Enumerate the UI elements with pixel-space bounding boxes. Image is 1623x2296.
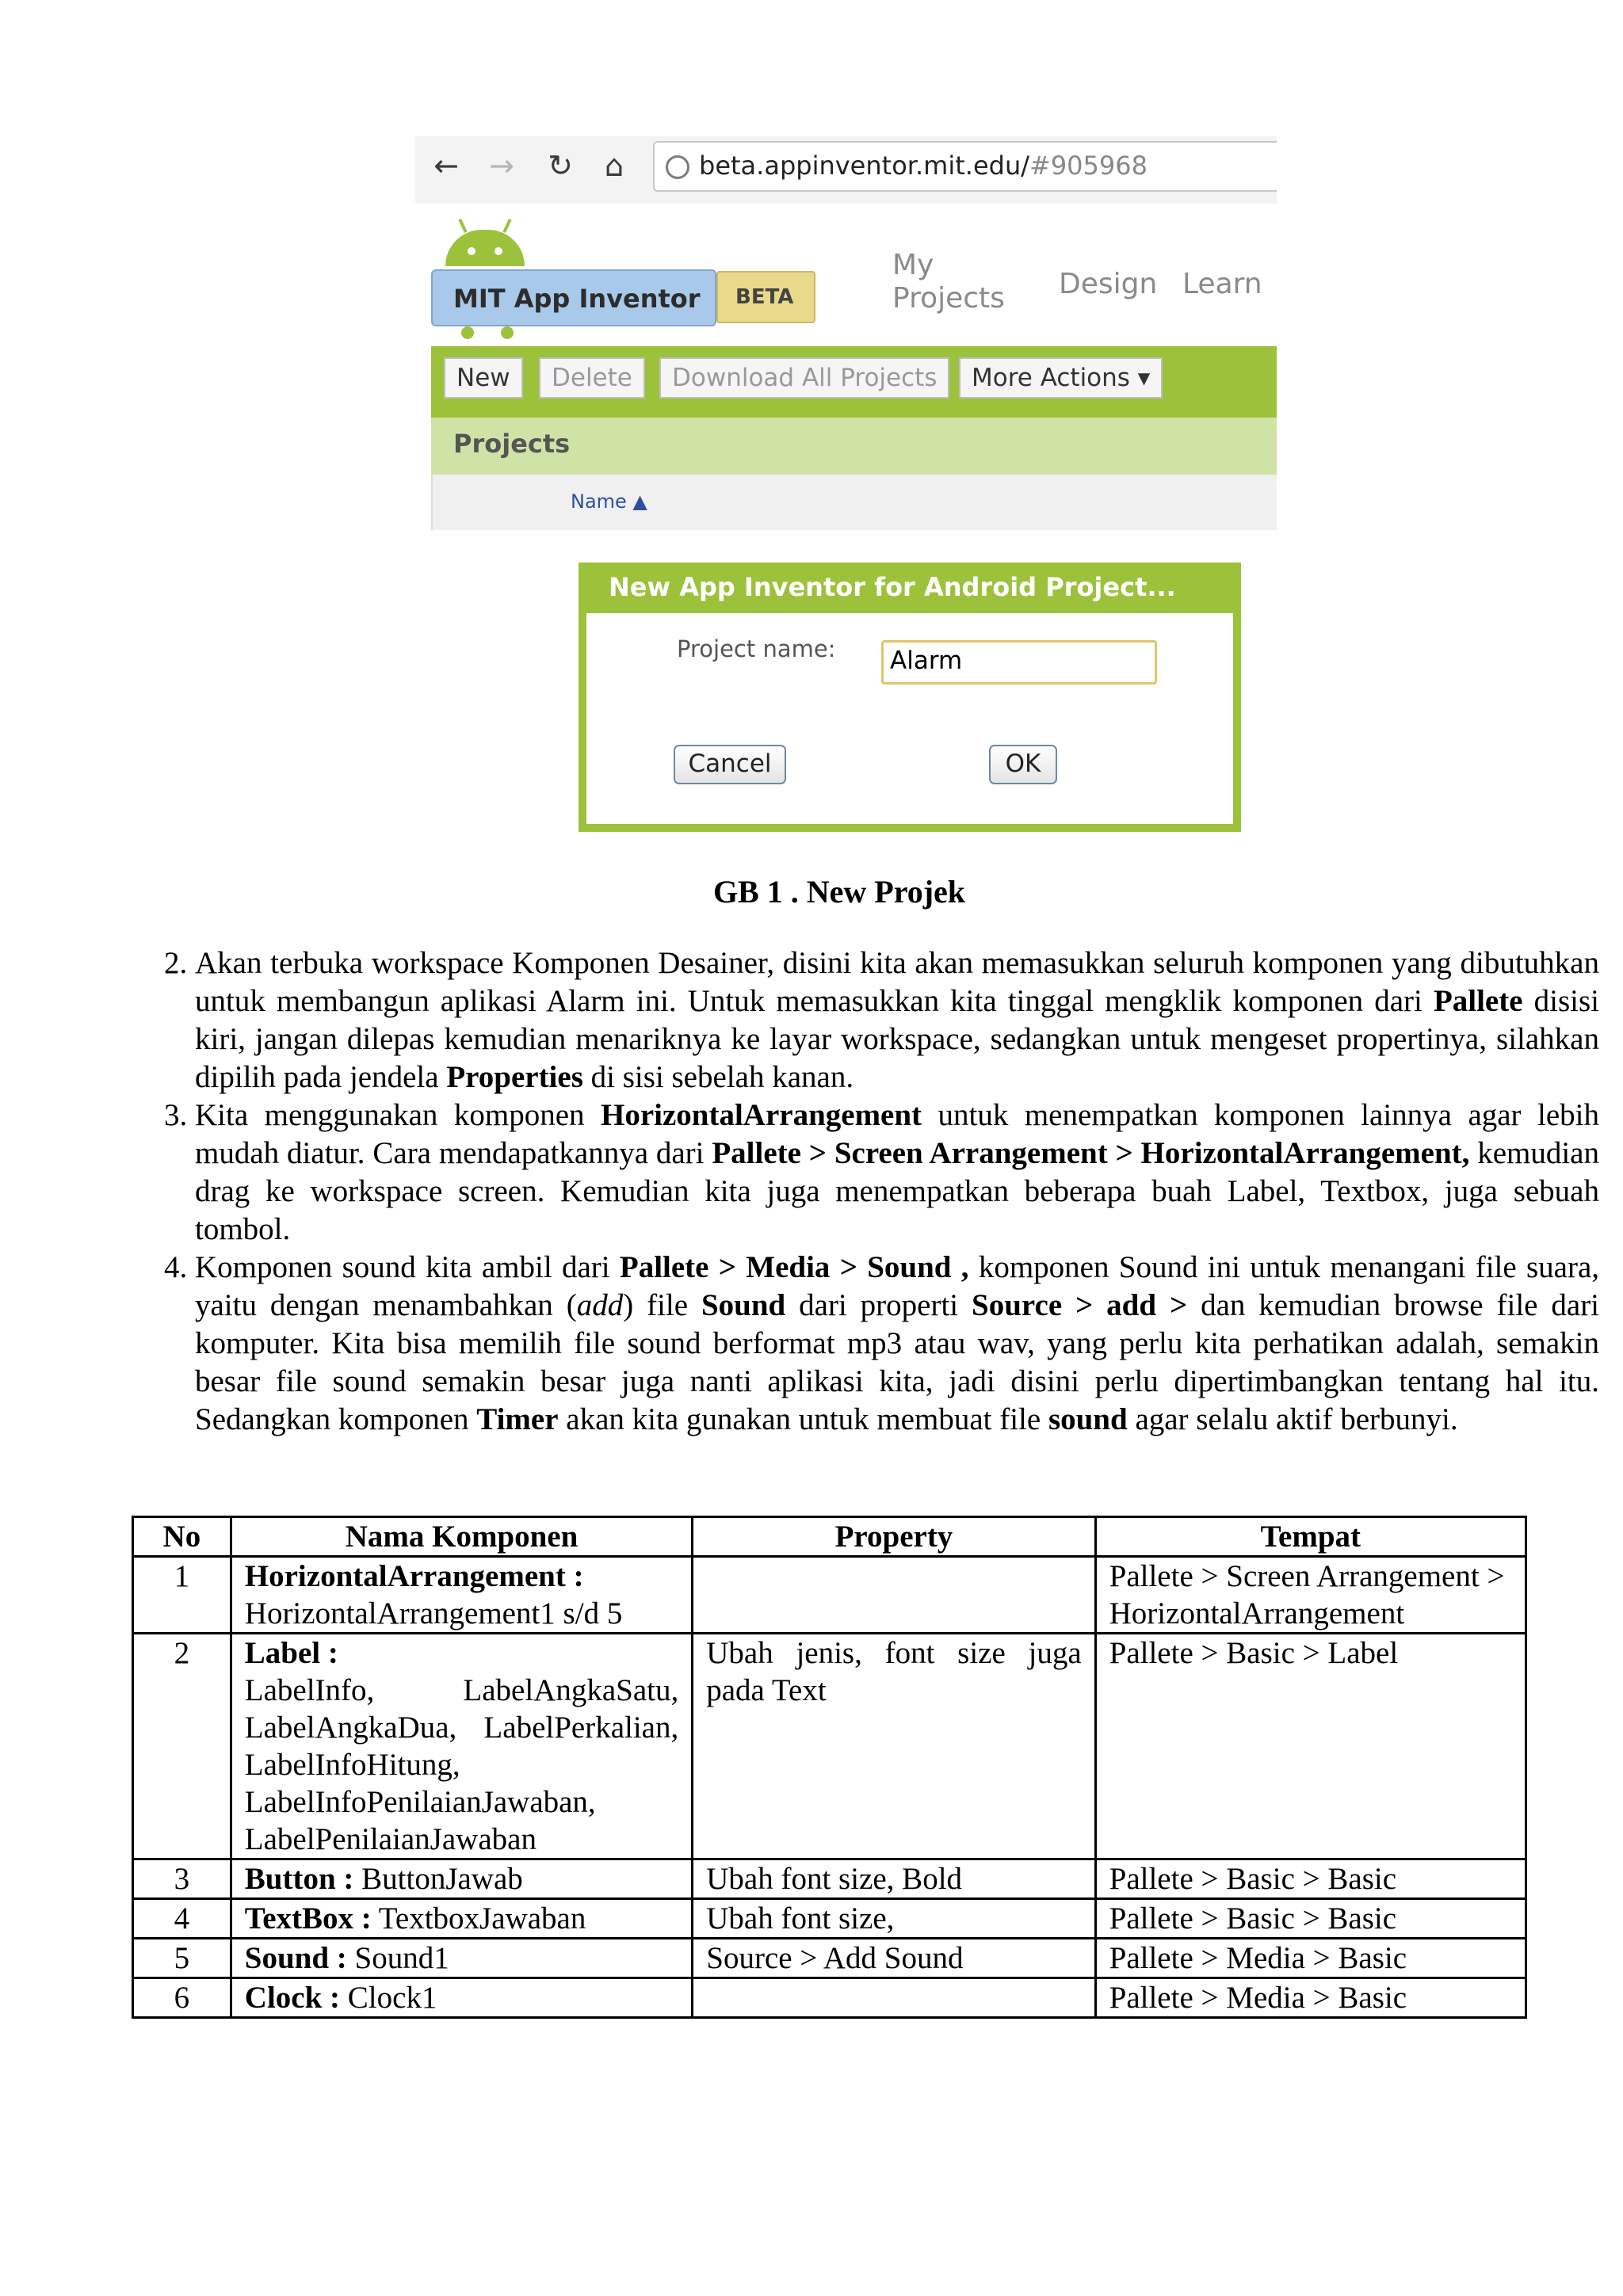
reload-icon[interactable]: ↻ — [548, 148, 573, 183]
table-row — [133, 1859, 1526, 1899]
cell-name: TextBox : TextboxJawaban — [231, 1899, 692, 1939]
cell-tempat: Pallete > Basic > Basic — [1095, 1859, 1526, 1899]
table-row — [133, 1557, 1526, 1634]
cell-no: 5 — [133, 1939, 231, 1978]
beta-badge: BETA — [716, 271, 815, 323]
cell-tempat: Pallete > Screen Arrangement > HorizontalArrangement — [1095, 1557, 1526, 1634]
name-column-sort[interactable]: Name ▲ — [571, 490, 647, 513]
delete-button[interactable]: Delete — [539, 357, 645, 399]
cell-no: 4 — [133, 1899, 231, 1939]
table-row — [133, 1978, 1526, 2018]
projects-title: Projects — [453, 429, 571, 459]
nav-learn[interactable]: Learn — [1182, 268, 1262, 300]
app-inventor-screenshot — [415, 136, 1277, 532]
ok-button[interactable]: OK — [989, 745, 1057, 784]
cell-property: Source > Add Sound — [693, 1939, 1095, 1978]
forward-icon[interactable]: → — [489, 148, 514, 183]
cell-no: 3 — [133, 1859, 231, 1899]
header-no: No — [133, 1517, 231, 1557]
project-name-label: Project name: — [677, 635, 836, 662]
header-property: Property — [693, 1517, 1095, 1557]
url-text: beta.appinventor.mit.edu/#905968 — [699, 151, 1148, 181]
cell-tempat: Pallete > Media > Basic — [1095, 1939, 1526, 1978]
cell-property: Ubah font size, — [693, 1899, 1095, 1939]
cell-no: 2 — [133, 1634, 231, 1859]
cell-no: 6 — [133, 1978, 231, 2018]
cell-name: Clock : Clock1 — [231, 1978, 692, 2018]
new-project-dialog — [579, 563, 1241, 832]
cell-name: Sound : Sound1 — [231, 1939, 692, 1978]
header-nama-komponen: Nama Komponen — [231, 1517, 692, 1557]
step-2: 2. Akan terbuka workspace Komponen Desainer, disini kita akan memasukkan seluruh komponen yang dibutuhkan untuk membangun aplikasi Alarm ini. Untuk memasukkan kita tinggal mengklik komponen dari Pallete disisi kiri, jangan dilepas kemudian menariknya ke layar workspace, sedangkan untuk mengeset propertinya, silahkan dipilih pada jendela Properties di sisi sebelah kanan. — [195, 944, 1599, 1097]
cell-tempat: Pallete > Media > Basic — [1095, 1978, 1526, 2018]
cell-property — [693, 1978, 1095, 2018]
home-icon[interactable]: ⌂ — [604, 148, 624, 183]
figure-caption: GB 1 . New Projek — [712, 874, 966, 910]
cell-name: HorizontalArrangement : HorizontalArrangement1 s/d 5 — [231, 1557, 692, 1634]
table-row — [133, 1899, 1526, 1939]
projects-header — [431, 418, 1277, 475]
nav-design[interactable]: Design — [1059, 268, 1158, 300]
header-tempat: Tempat — [1095, 1517, 1526, 1557]
more-actions-button[interactable]: More Actions ▾ — [959, 357, 1163, 399]
cell-name: Button : ButtonJawab — [231, 1859, 692, 1899]
cell-name: Label : LabelInfo, LabelAngkaSatu, LabelAngkaDua, LabelPerkalian, LabelInfoHitung, LabelInfoPenilaianJawaban, LabelPenilaianJawaban — [231, 1634, 692, 1859]
app-logo[interactable]: MIT App Inventor — [431, 269, 716, 326]
dialog-title: New App Inventor for Android Project... — [609, 572, 1176, 602]
table-header-row — [133, 1517, 1526, 1557]
cell-property: Ubah font size, Bold — [693, 1859, 1095, 1899]
back-icon[interactable]: ← — [433, 148, 459, 183]
new-button[interactable]: New — [444, 357, 523, 399]
globe-icon — [666, 155, 689, 179]
dialog-body — [586, 613, 1233, 824]
robot-leg — [461, 326, 474, 339]
cell-property: Ubah jenis, font size juga pada Text — [693, 1634, 1095, 1859]
steps-list — [143, 944, 1599, 1439]
cell-tempat: Pallete > Basic > Label — [1095, 1634, 1526, 1859]
cell-property — [693, 1557, 1095, 1634]
download-all-projects-button[interactable]: Download All Projects — [659, 357, 949, 399]
project-name-input[interactable]: Alarm — [881, 640, 1157, 685]
nav-my-projects[interactable]: My Projects — [892, 249, 1005, 315]
browser-toolbar — [415, 136, 1277, 204]
projects-toolbar — [431, 346, 1277, 418]
cell-tempat: Pallete > Basic > Basic — [1095, 1899, 1526, 1939]
step-4: 4. Komponen sound kita ambil dari Pallete > Media > Sound , komponen Sound ini untuk menangani file suara, yaitu dengan menambahkan (add) file Sound dari properti Source > add > dan kemudian browse file dari komputer. Kita bisa memilih file sound berformat mp3 atau wav, yang perlu kita perhatikan adalah, semakin besar file sound semakin besar juga nanti aplikasi kita, jadi disini perlu dipertimbangkan tentang hal itu. Sedangkan komponen Timer akan kita gunakan untuk membuat file sound agar selalu aktif berbunyi. — [195, 1249, 1599, 1439]
cancel-button[interactable]: Cancel — [674, 745, 786, 784]
address-bar[interactable] — [653, 141, 1277, 192]
components-table — [132, 1516, 1527, 2019]
robot-leg — [501, 326, 514, 339]
table-row — [133, 1939, 1526, 1978]
table-row — [133, 1634, 1526, 1859]
projects-table-header — [431, 475, 1277, 530]
cell-no: 1 — [133, 1557, 231, 1634]
step-3: 3. Kita menggunakan komponen HorizontalArrangement untuk menempatkan komponen lainnya agar lebih mudah diatur. Cara mendapatkannya dari Pallete > Screen Arrangement > HorizontalArrangement, kemudian drag ke workspace screen. Kemudian kita juga menempatkan beberapa buah Label, Textbox, juga sebuah tombol. — [195, 1097, 1599, 1249]
